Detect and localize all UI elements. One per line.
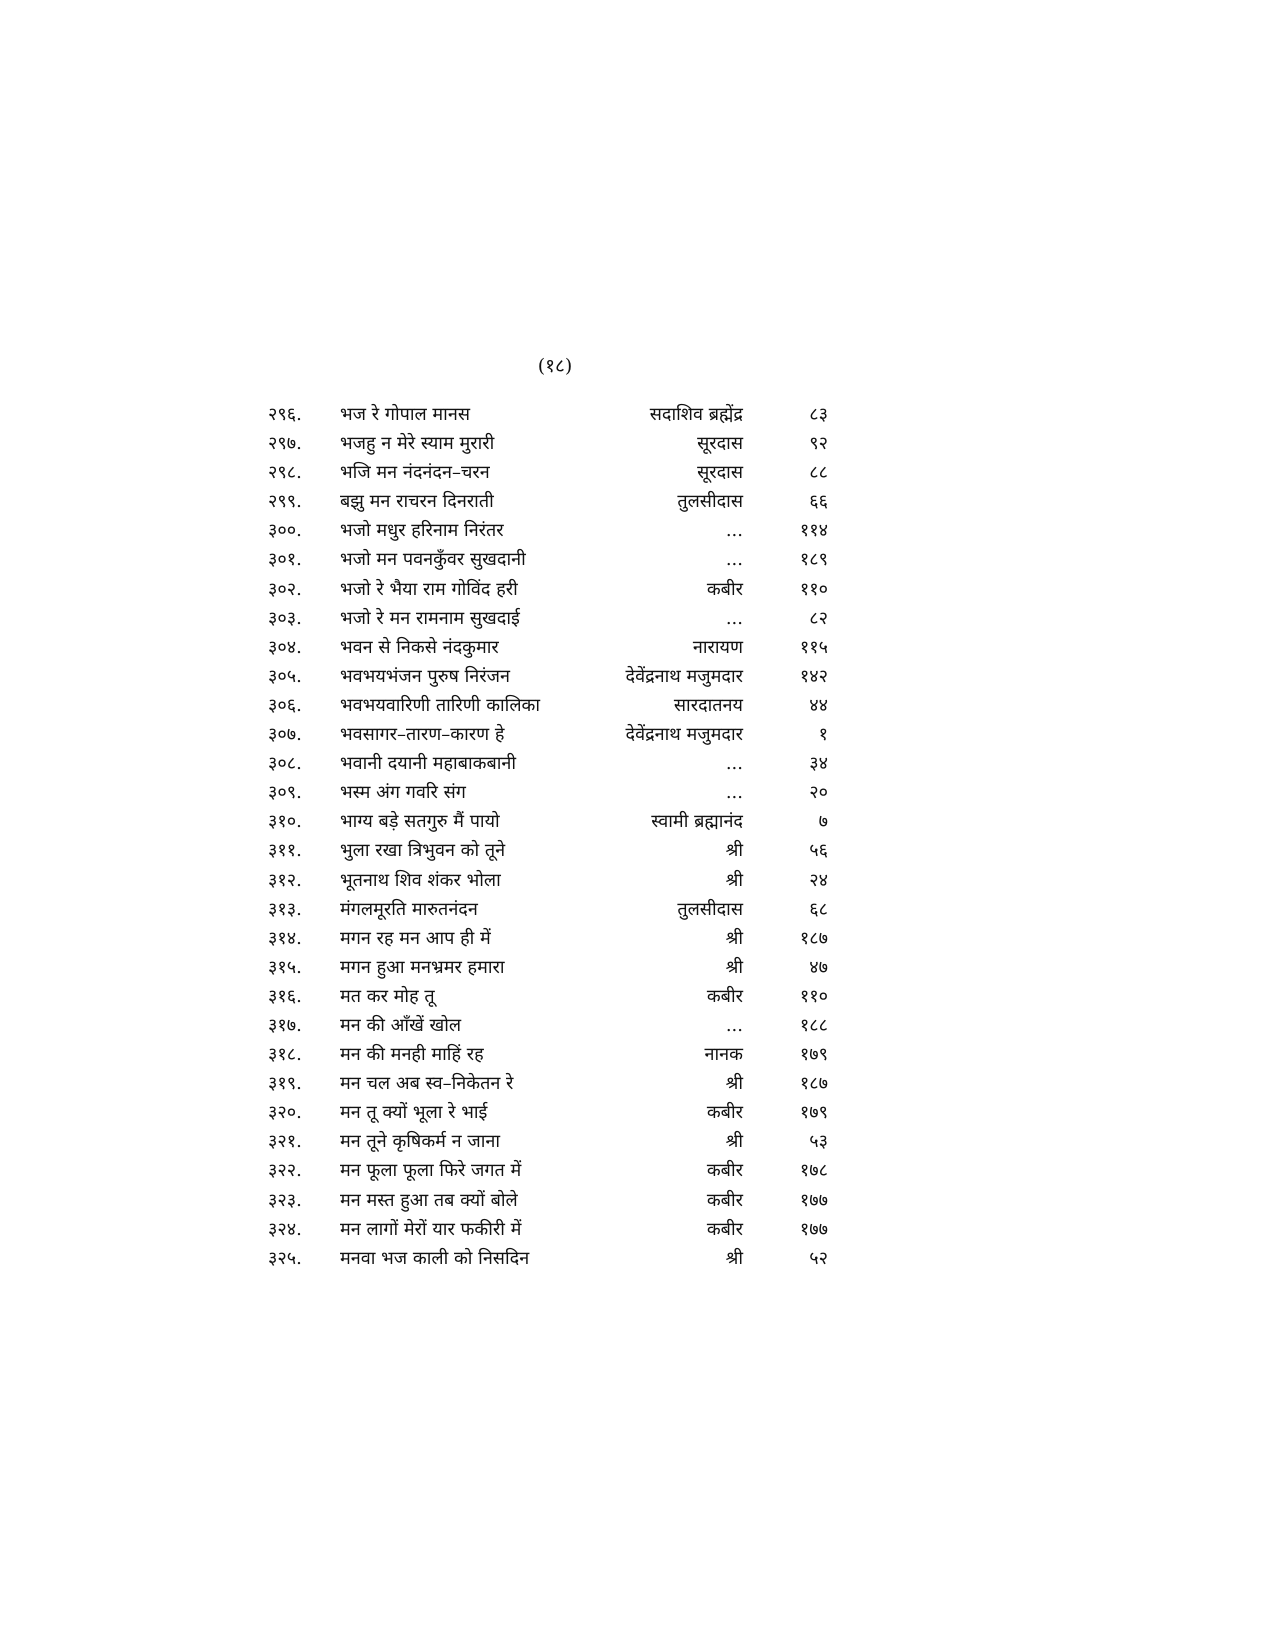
entry-author: ... <box>725 607 743 629</box>
entry-page: ५३ <box>809 1131 828 1153</box>
entry-page: २४ <box>809 869 828 891</box>
entry-title: भवानी दयानी महाबाकबानी <box>340 753 517 775</box>
entry-author: नानक <box>704 1044 743 1066</box>
entry-number: ३०७. <box>268 724 302 746</box>
entry-author: नारायण <box>692 636 743 658</box>
entry-title: मन की आँखें खोल <box>340 1014 462 1036</box>
entry-number: ३०२. <box>268 578 302 600</box>
entry-author: कबीर <box>706 1189 743 1211</box>
entry-title: मन फूला फूला फिरे जगत में <box>340 1160 522 1182</box>
entry-page: ८२ <box>809 607 828 629</box>
entry-number: २९८. <box>268 462 302 484</box>
entry-page: ११५ <box>799 636 828 658</box>
entry-page: ५६ <box>809 840 828 862</box>
entry-number: ३२४. <box>268 1218 302 1240</box>
entry-page: १७९ <box>799 1102 828 1124</box>
index-entry <box>268 924 828 953</box>
index-entry <box>268 778 828 807</box>
entry-author: श्री <box>725 1247 743 1269</box>
entry-number: २९७. <box>268 433 302 455</box>
entry-number: ३०४. <box>268 636 302 658</box>
entry-author: देवेंद्रनाथ मजुमदार <box>625 665 743 687</box>
index-entry <box>268 749 828 778</box>
index-entry <box>268 545 828 574</box>
entry-title: बझु मन राचरन दिनराती <box>340 491 494 513</box>
entry-number: ३०३. <box>268 607 302 629</box>
entry-title: भजो रे भैया राम गोविंद हरी <box>340 578 518 600</box>
entry-page: १८७ <box>799 927 828 949</box>
entry-page: ११० <box>799 985 828 1007</box>
index-entry <box>268 662 828 691</box>
entry-title: मनवा भज काली को निसदिन <box>340 1247 530 1269</box>
index-entry <box>268 1069 828 1098</box>
entry-title: भवभयवारिणी तारिणी कालिका <box>340 694 541 716</box>
entry-title: मन की मनही माहिं रह <box>340 1044 484 1066</box>
entry-author: सदाशिव ब्रह्मेंद्र <box>649 404 743 425</box>
entry-number: ३१२. <box>268 869 302 891</box>
entry-page: १७९ <box>799 1044 828 1066</box>
entry-author: श्री <box>725 1073 743 1095</box>
entry-number: ३००. <box>268 520 302 542</box>
index-entry <box>268 982 828 1011</box>
entry-number: २९६. <box>268 404 302 425</box>
entry-number: २९९. <box>268 491 302 513</box>
entry-title: भजो मधुर हरिनाम निरंतर <box>340 520 504 542</box>
index-entry <box>268 1127 828 1156</box>
entry-number: ३२१. <box>268 1131 302 1153</box>
entry-number: ३१५. <box>268 956 302 978</box>
entry-author: तुलसीदास <box>677 491 743 513</box>
entry-page: ७ <box>818 811 828 833</box>
index-entry <box>268 1215 828 1244</box>
entry-title: मन तूने कृषिकर्म न जाना <box>340 1131 501 1153</box>
index-entry <box>268 866 828 895</box>
entry-title: मन लागों मेरों यार फकीरी में <box>340 1218 522 1240</box>
index-entry <box>268 1040 828 1069</box>
entry-author: सूरदास <box>697 433 743 455</box>
entry-number: ३१६. <box>268 985 302 1007</box>
entry-author: कबीर <box>706 578 743 600</box>
entry-title: भवसागर–तारण–कारण हे <box>340 724 505 746</box>
entry-title: भजहु न मेरे स्याम मुरारी <box>340 433 495 455</box>
index-entry <box>268 691 828 720</box>
entry-author: श्री <box>725 869 743 891</box>
entry-author: श्री <box>725 1131 743 1153</box>
entry-title: मन चल अब स्व–निकेतन रे <box>340 1073 514 1095</box>
entry-title: भजि मन नंदनंदन–चरन <box>340 462 490 484</box>
entry-title: मंगलमूरति मारुतनंदन <box>340 898 478 920</box>
index-entry <box>268 487 828 516</box>
entry-author: स्वामी ब्रह्मानंद <box>651 811 743 833</box>
entry-author: ... <box>725 1014 743 1036</box>
index-entry <box>268 1098 828 1127</box>
index-entry <box>268 807 828 836</box>
entry-number: ३१७. <box>268 1014 302 1036</box>
entry-title: भवभयभंजन पुरुष निरंजन <box>340 665 510 687</box>
index-entry <box>268 1244 828 1273</box>
entry-title: भस्म अंग गवरि संग <box>340 782 466 804</box>
entry-author: कबीर <box>706 1218 743 1240</box>
entry-title: भूतनाथ शिव शंकर भोला <box>340 869 501 891</box>
entry-title: भुला रखा त्रिभुवन को तूने <box>340 840 506 862</box>
entry-author: श्री <box>725 956 743 978</box>
page-number: (१८) <box>537 355 573 377</box>
index-entry <box>268 400 828 429</box>
entry-author: श्री <box>725 927 743 949</box>
entry-page: १७८ <box>799 1160 828 1182</box>
index-entry <box>268 575 828 604</box>
entry-number: ३२३. <box>268 1189 302 1211</box>
entry-page: ४७ <box>809 956 828 978</box>
entry-author: ... <box>725 782 743 804</box>
entry-title: मन तू क्यों भूला रे भाई <box>340 1102 488 1124</box>
entry-number: ३१४. <box>268 927 302 949</box>
index-entry <box>268 633 828 662</box>
entry-author: कबीर <box>706 985 743 1007</box>
entry-page: १७७ <box>799 1218 828 1240</box>
index-list <box>268 400 828 1273</box>
entry-page: ४४ <box>809 694 828 716</box>
entry-author: ... <box>725 753 743 775</box>
entry-author: ... <box>725 549 743 571</box>
entry-number: ३०८. <box>268 753 302 775</box>
entry-number: ३२२. <box>268 1160 302 1182</box>
entry-page: ६८ <box>809 898 828 920</box>
entry-title: मन मस्त हुआ तब क्यों बोले <box>340 1189 518 1211</box>
index-entry <box>268 953 828 982</box>
entry-author: सारदातनय <box>673 694 743 716</box>
entry-number: ३१९. <box>268 1073 302 1095</box>
entry-author: श्री <box>725 840 743 862</box>
entry-author: ... <box>725 520 743 542</box>
entry-page: ११४ <box>799 520 828 542</box>
index-entry <box>268 895 828 924</box>
entry-page: १८८ <box>799 1014 828 1036</box>
index-entry <box>268 720 828 749</box>
entry-author: तुलसीदास <box>677 898 743 920</box>
entry-page: १८७ <box>799 1073 828 1095</box>
entry-title: भाग्य बड़े सतगुरु मैं पायो <box>340 811 500 833</box>
index-entry <box>268 458 828 487</box>
index-entry <box>268 429 828 458</box>
entry-page: १७७ <box>799 1189 828 1211</box>
entry-author: सूरदास <box>697 462 743 484</box>
entry-page: ११० <box>799 578 828 600</box>
entry-title: मगन रह मन आप ही में <box>340 927 491 949</box>
index-entry <box>268 1186 828 1215</box>
entry-number: ३१३. <box>268 898 302 920</box>
index-entry <box>268 516 828 545</box>
entry-page: ९२ <box>809 433 828 455</box>
entry-number: ३२५. <box>268 1247 302 1269</box>
entry-page: १४२ <box>799 665 828 687</box>
entry-number: ३०५. <box>268 665 302 687</box>
entry-title: भजो मन पवनकुँवर सुखदानी <box>340 549 526 571</box>
index-entry <box>268 1156 828 1185</box>
entry-number: ३०१. <box>268 549 302 571</box>
entry-title: भज रे गोपाल मानस <box>340 404 471 425</box>
entry-page: ३४ <box>809 753 828 775</box>
entry-author: देवेंद्रनाथ मजुमदार <box>625 724 743 746</box>
entry-page: १ <box>818 724 828 746</box>
entry-number: ३१०. <box>268 811 302 833</box>
index-entry <box>268 836 828 865</box>
entry-author: कबीर <box>706 1102 743 1124</box>
entry-number: ३११. <box>268 840 302 862</box>
entry-number: ३२०. <box>268 1102 302 1124</box>
entry-number: ३०६. <box>268 694 302 716</box>
entry-page: ६६ <box>809 491 828 513</box>
entry-number: ३०९. <box>268 782 302 804</box>
index-entry <box>268 1011 828 1040</box>
entry-title: मगन हुआ मनभ्रमर हमारा <box>340 956 505 978</box>
index-entry <box>268 604 828 633</box>
entry-title: भजो रे मन रामनाम सुखदाई <box>340 607 520 629</box>
entry-title: भवन से निकसे नंदकुमार <box>340 636 499 658</box>
entry-page: ८३ <box>809 404 828 425</box>
entry-page: १८९ <box>799 549 828 571</box>
entry-page: २० <box>809 782 828 804</box>
entry-page: ८८ <box>809 462 828 484</box>
entry-number: ३१८. <box>268 1044 302 1066</box>
entry-author: कबीर <box>706 1160 743 1182</box>
entry-page: ५२ <box>809 1247 828 1269</box>
entry-title: मत कर मोह तू <box>340 985 435 1007</box>
